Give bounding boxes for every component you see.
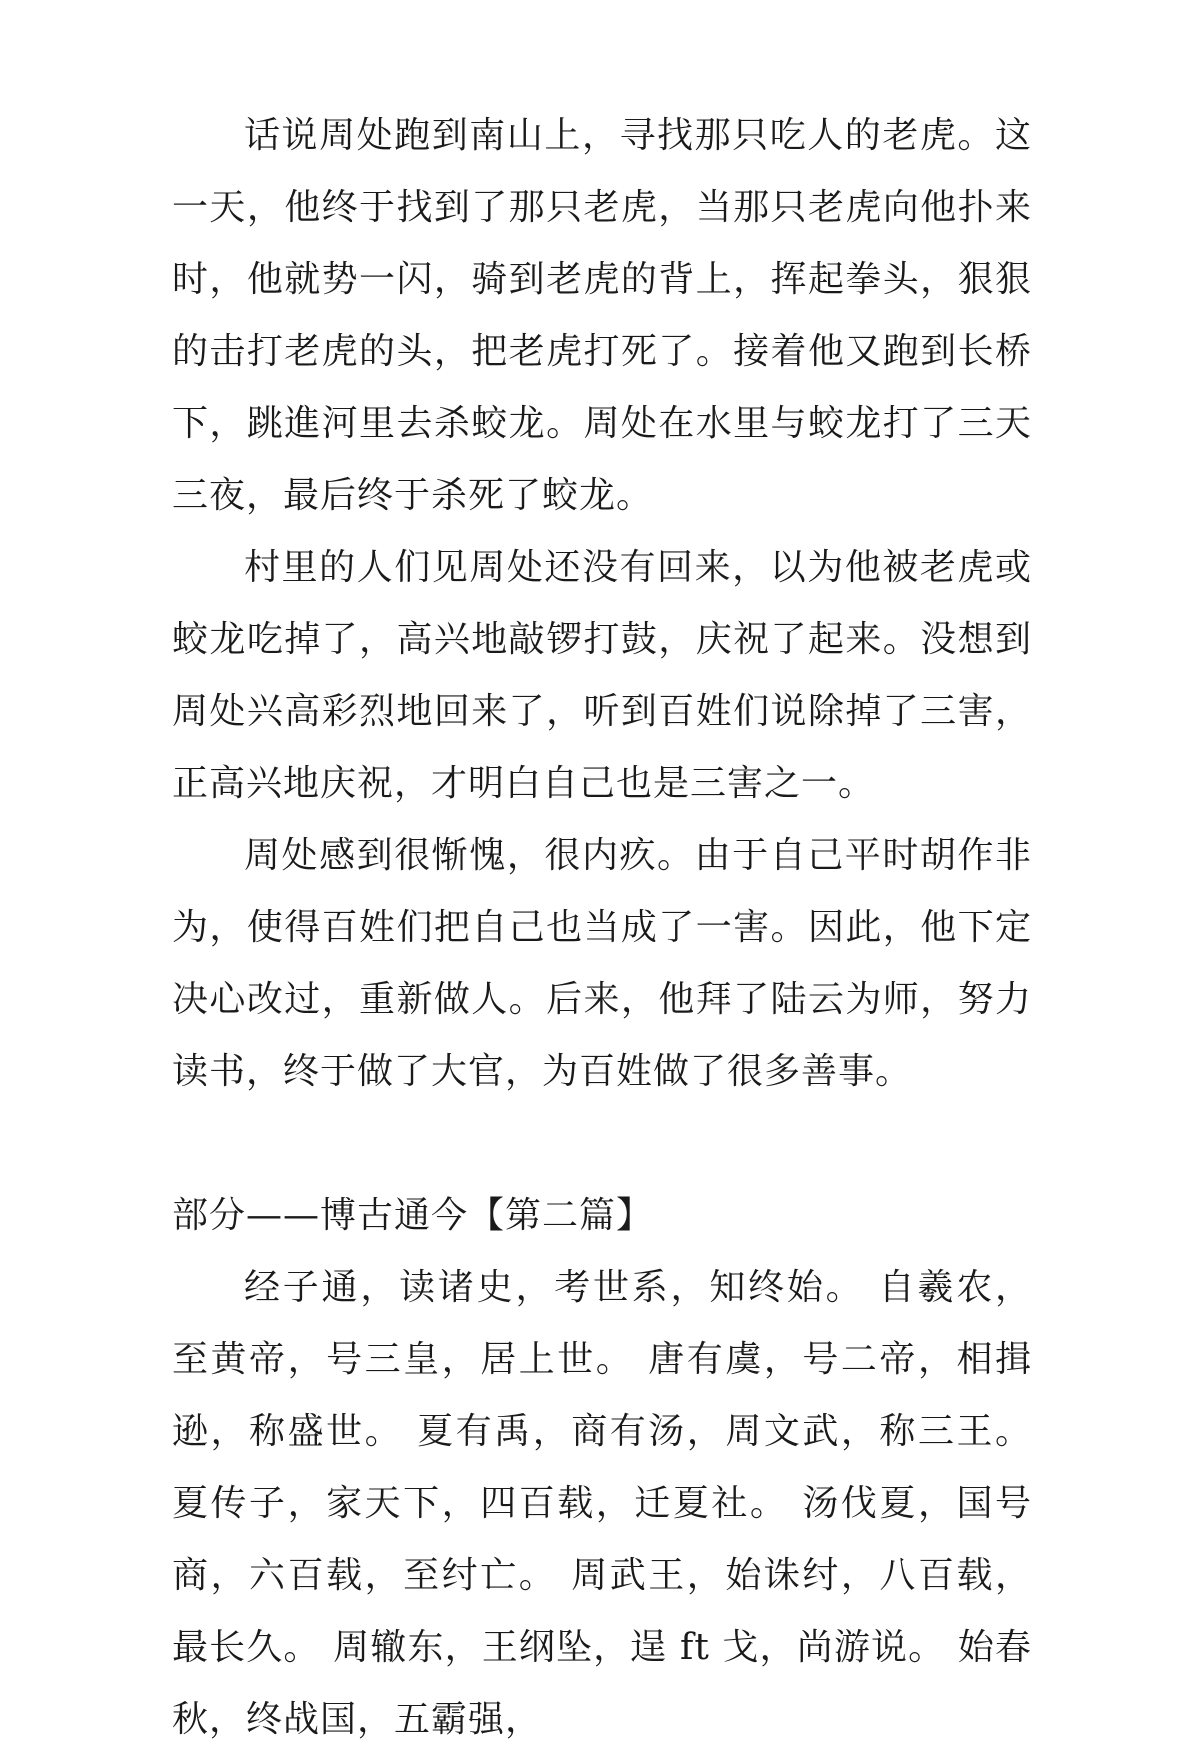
document-page: [172, 100, 1032, 1756]
paragraph: 村里的人们见周处还没有回来，以为他被老虎或蛟龙吃掉了，高兴地敲锣打鼓，庆祝了起来。没想到周处兴高彩烈地回来了，听到百姓们说除掉了三害，正高兴地庆祝，才明白自己也是三害之一。: [172, 547, 1032, 804]
section-title: 部分——博古通今【第二篇】: [172, 1195, 654, 1236]
paragraph: 经子通，读诸史，考世系，知终始。 自羲农，至黄帝，号三皇，居上世。 唐有虞，号二帝，相揖逊，称盛世。 夏有禹，商有汤，周文武，称三王。夏传子，家天下，四百载，迁夏社。 汤伐夏，国号商，六百载，至纣亡。 周武王，始诛纣，八百载，最长久。 周辙东，王纲坠，逞 ft 戈，尚游说。 始春秋，终战国，五霸强，: [172, 1267, 1032, 1740]
paragraph: 话说周处跑到南山上，寻找那只吃人的老虎。这一天，他终于找到了那只老虎，当那只老虎向他扑来时，他就势一闪，骑到老虎的背上，挥起拳头，狠狠的击打老虎的头，把老虎打死了。接着他又跑到长桥下，跳進河里去杀蛟龙。周处在水里与蛟龙打了三天三夜，最后终于杀死了蛟龙。: [172, 115, 1032, 516]
paragraph: 周处感到很惭愧，很内疚。由于自己平时胡作非为，使得百姓们把自己也当成了一害。因此，他下定决心改过，重新做人。后来，他拜了陆云为师，努力读书，终于做了大官，为百姓做了很多善事。: [172, 835, 1032, 1092]
